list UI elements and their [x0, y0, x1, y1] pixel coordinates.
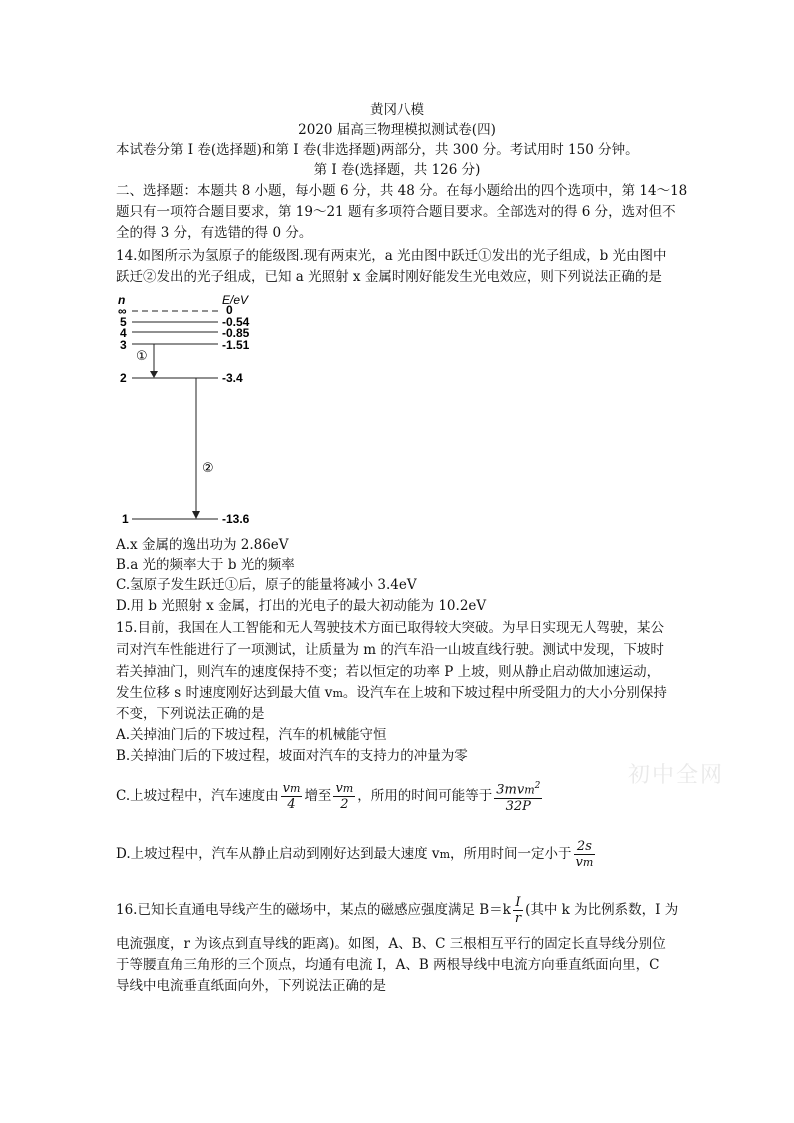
fraction-denominator: 2: [340, 797, 349, 812]
n-axis-label: n: [118, 293, 126, 307]
q15-stem-line1: 15.目前，我国在人工智能和无人驾驶技术方面已取得较大突破。为早日实现无人驾驶，某公: [116, 620, 664, 636]
q15-stem-line4-text: 发生位移 s 时速度刚好达到最大值 v: [116, 685, 333, 701]
q14-option-a: A.x 金属的逸出功为 2.86eV: [116, 537, 289, 553]
q15-option-c-text: C.上坡过程中，汽车速度由: [116, 788, 279, 804]
fraction-time-expression: $\frac{3mvm^2}{32P}$: [496, 781, 541, 814]
fraction-numerator: v: [335, 781, 343, 796]
q15-option-a: A.关掉油门后的下坡过程，汽车的机械能守恒: [116, 727, 387, 743]
level-n1-label: 1: [122, 512, 129, 526]
q15-option-c-mid: 增至: [304, 788, 332, 804]
q14-option-b: B.a 光的频率大于 b 光的频率: [116, 557, 295, 573]
q16-stem-line2: 电流强度，r 为该点到直导线的距离)。如图，A、B、C 三根相互平行的固定长直导线分别位: [116, 936, 666, 952]
exam-title: 黄冈八模: [370, 102, 424, 118]
vm-subscript: m: [524, 783, 535, 797]
q14-option-d: D.用 b 光照射 x 金属，打出的光电子的最大初动能为 10.2eV: [116, 598, 487, 614]
fraction-numerator: 2s: [574, 839, 596, 855]
level-2-energy: -3.4: [222, 371, 243, 385]
q15-stem-line2: 司对汽车性能进行了一项测试，让质量为 m 的汽车沿一山坡直线行驶。测试中发现，下坡时: [116, 642, 664, 658]
fraction-numerator: 3mv: [496, 782, 525, 798]
fraction-denominator: 32P: [505, 798, 531, 814]
q15-stem-line3: 若关掉油门，则汽车的速度保持不变；若以恒定的功率 P 上坡，则从静止启动做加速运动，: [116, 664, 661, 680]
exam-intro: 本试卷分第 I 卷(选择题)和第 I 卷(非选择题)两部分，共 300 分。考试用时 150 分钟。: [116, 142, 639, 158]
vm-subscript: m: [439, 848, 450, 861]
q15-option-b: B.关掉油门后的下坡过程，坡面对汽车的支持力的冲量为零: [116, 748, 468, 764]
level-4-energy: -0.85: [222, 326, 250, 340]
q15-stem-line5: 不变，下列说法正确的是: [116, 706, 265, 722]
vm-subscript: m: [582, 856, 594, 869]
q16-stem-text: 16.已知长直通电导线产生的磁场中，某点的磁感应强度满足 B＝k: [116, 902, 511, 918]
q15-option-c: [116, 776, 544, 816]
fraction-numerator: v: [282, 781, 290, 796]
vm-subscript: m: [290, 782, 301, 795]
fraction-vm-over-4: [281, 781, 303, 812]
q16-stem-line3: 于等腰直角三角形的三个顶点，均通有电流 I，A、B 两根导线中电流方向垂直纸面向里，C: [116, 957, 660, 973]
q15-option-d: [116, 834, 597, 875]
transition-2-label: ②: [202, 460, 214, 475]
fraction-vm-over-2: [333, 781, 355, 812]
q14-stem-line1: 14.如图所示为氢原子的能级图.现有两束光，a 光由图中跃迁①发出的光子组成，b 光由图中: [116, 248, 667, 264]
section2-line1: 二、选择题：本题共 8 小题，每小题 6 分，共 48 分。在每小题给出的四个选项中，第 14～18: [116, 183, 688, 199]
transition-2-arrowhead: [192, 511, 200, 519]
section2-line3: 全的得 3 分，有选错的得 0 分。: [116, 225, 313, 241]
level-n-inf-label: ∞: [118, 304, 127, 318]
level-n2-label: 2: [120, 371, 127, 385]
q16-stem-line1: [116, 890, 678, 930]
level-n4-label: 4: [120, 326, 127, 340]
q14-stem-line2: 跃迁②发出的光子组成，已知 a 光照射 x 金属时刚好能发生光电效应，则下列说法正确的是: [116, 269, 662, 285]
level-n5-label: 5: [120, 315, 127, 329]
fraction-denominator: 4: [287, 797, 296, 812]
fraction-denominator: v: [575, 855, 583, 870]
section2-line2: 题只有一项符合题目要求，第 19～21 题有多项符合题目要求。全部选对的得 6 分，选对但不: [116, 204, 676, 220]
transition-1-arrowhead: [150, 371, 158, 378]
fraction-2s-over-vm: [574, 839, 596, 870]
q14-option-c: C.氢原子发生跃迁①后，原子的能量将减小 3.4eV: [116, 577, 417, 593]
fraction-i-over-r: [513, 895, 523, 926]
transition-1-label: ①: [136, 348, 148, 363]
energy-axis-label: E/eV: [222, 293, 249, 307]
vm-subscript: m: [342, 782, 354, 795]
q15-option-d-post: ，所用时间一定小于: [450, 846, 572, 862]
level-inf-energy: 0: [226, 303, 233, 317]
watermark: 初中全网: [628, 763, 725, 788]
level-n3-label: 3: [120, 338, 127, 352]
energy-level-diagram: [112, 292, 272, 528]
level-3-energy: -1.51: [222, 338, 250, 352]
vm-subscript: m: [332, 687, 343, 700]
q15-stem-line4-rest: 。设汽车在上坡和下坡过程中所受阻力的大小分别保持: [342, 685, 667, 701]
q15-option-d-text: D.上坡过程中，汽车从静止启动到刚好达到最大速度 v: [116, 846, 440, 862]
level-5-energy: -0.54: [222, 315, 250, 329]
level-1-energy: -13.6: [222, 512, 250, 526]
q16-stem-line4: 导线中电流垂直纸面向外，下列说法正确的是: [116, 978, 386, 994]
fraction-numerator: I: [513, 895, 523, 911]
fraction-denominator: r: [514, 911, 522, 926]
q15-option-c-post: ，所用的时间可能等于: [357, 788, 493, 804]
q15-stem-line4: [116, 683, 667, 704]
section-title: 第 I 卷(选择题，共 126 分): [313, 162, 481, 178]
exam-subtitle: 2020 届高三物理模拟测试卷(四): [298, 122, 496, 138]
q16-stem-text-post: (其中 k 为比例系数，I 为: [525, 902, 679, 918]
